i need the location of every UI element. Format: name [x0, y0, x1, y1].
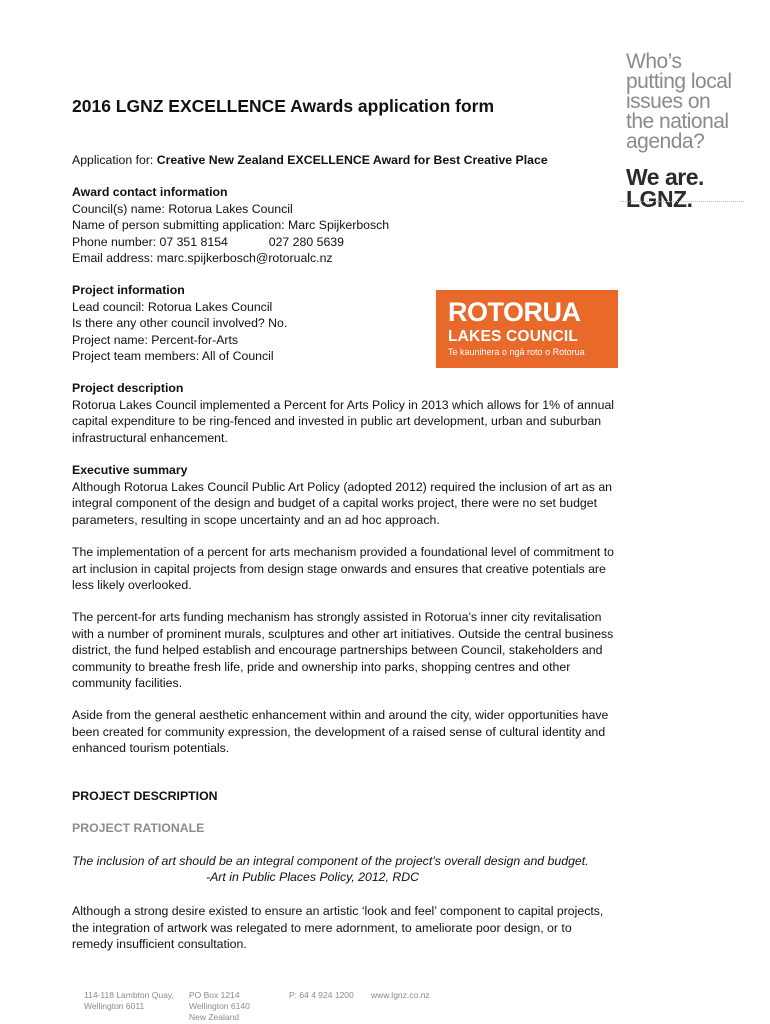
- paragraph-line: Although a strong desire existed to ensure an artistic ‘look and feel’ component to capital projects,: [72, 904, 604, 918]
- paragraph-line: infrastructural enhancement.: [72, 430, 228, 445]
- footer-line: Wellington 6140: [189, 1001, 250, 1011]
- project-description-heading: Project description: [72, 381, 184, 395]
- paragraph-line: less likely overlooked.: [72, 578, 192, 592]
- footer-line: PO Box 1214: [189, 990, 240, 1000]
- paragraph-line: Rotorua Lakes Council implemented a Percent for Arts Policy in 2013 which allows for 1% of annual: [72, 397, 615, 412]
- paragraph-line: capital expenditure to be ring-fenced and invested in public art development, urban and suburban: [72, 414, 602, 428]
- summary-paragraph-2: [72, 544, 660, 594]
- lead-council: Lead council: Rotorua Lakes Council: [72, 299, 273, 314]
- paragraph-line: been created for community expression, the development of a raised sense of cultural identity and: [72, 724, 606, 739]
- paragraph-line: remedy insufficient consultation.: [72, 937, 247, 951]
- slogan-question-line: issues on: [626, 90, 711, 113]
- slogan-question-line: putting local: [626, 70, 732, 93]
- paragraph-line: district, the fund helped establish and encourage partnerships between Council, stakeholders and: [72, 643, 603, 657]
- award-contact-section: [72, 184, 660, 267]
- slogan-question-line: the national: [626, 110, 729, 133]
- slogan-question-line: agenda?: [626, 130, 705, 153]
- paragraph-line: Although Rotorua Lakes Council Public Art Policy (adopted 2012) required the inclusion of art as an: [72, 479, 613, 494]
- policy-quote: The inclusion of art should be an integral component of the project’s overall design and budget.: [72, 854, 589, 868]
- slogan-question-line: Who’s: [626, 50, 682, 73]
- project-team: Project team members: All of Council: [72, 349, 274, 363]
- logo-main-text: ROTORUA: [448, 297, 581, 327]
- footer-address: [84, 990, 174, 1012]
- submitter-name: Name of person submitting application: Marc Spijkerbosch: [72, 218, 390, 232]
- paragraph-line: the integration of artwork was relegated to mere adornment, to ameliorate poor design, or to: [72, 920, 572, 935]
- rationale-paragraph: [72, 903, 660, 953]
- phone-number: [72, 234, 660, 251]
- executive-summary-heading: Executive summary: [72, 463, 188, 477]
- application-for: [72, 152, 660, 169]
- slogan-answer-line: We are.: [626, 164, 704, 190]
- summary-paragraph-3: [72, 609, 660, 692]
- paragraph-line: community facilities.: [72, 676, 183, 690]
- quote-attribution: -Art in Public Places Policy, 2012, RDC: [206, 870, 419, 884]
- phone-mobile: 027 280 5639: [268, 234, 344, 249]
- footer-po-box: [189, 990, 250, 1023]
- slogan-answer-line: LGNZ.: [626, 186, 693, 212]
- paragraph-line: with a number of prominent murals, sculptures and other art initiatives. Outside the central business: [72, 626, 614, 641]
- project-info-heading: Project information: [72, 283, 185, 297]
- rotorua-lakes-council-logo: [436, 290, 618, 368]
- paragraph-line: integral component of the design and budget of a capital works project, there were no set budget: [72, 496, 598, 510]
- paragraph-line: The percent-for arts funding mechanism has strongly assisted in Rotorua’s inner city revitalisation: [72, 610, 602, 624]
- footer-line: Wellington 6011: [84, 1001, 145, 1011]
- council-name: Council(s) name: Rotorua Lakes Council: [72, 201, 293, 216]
- project-description-caps-heading: PROJECT DESCRIPTION: [72, 789, 218, 803]
- website-link[interactable]: www.lgnz.co.nz: [371, 990, 430, 1000]
- paragraph-line: parameters, resulting in scope uncertainty and an ad hoc approach.: [72, 512, 440, 527]
- paragraph-line: enhanced tourism potentials.: [72, 741, 230, 755]
- executive-summary-section: [72, 462, 660, 528]
- other-council: Is there any other council involved? No.: [72, 316, 288, 330]
- logo-sub-text: LAKES COUNCIL: [448, 328, 579, 345]
- paragraph-line: The implementation of a percent for arts mechanism provided a foundational level of commitment to: [72, 545, 615, 559]
- summary-paragraph-4: [72, 707, 660, 757]
- application-for-value: Creative New Zealand EXCELLENCE Award for Best Creative Place: [156, 153, 548, 167]
- project-rationale-heading: PROJECT RATIONALE: [72, 821, 205, 835]
- slogan-question: [626, 52, 756, 152]
- project-name: Project name: Percent-for-Arts: [72, 332, 239, 347]
- footer-website[interactable]: [371, 990, 430, 1001]
- footer-line: P: 64 4 924 1200: [289, 990, 354, 1000]
- paragraph-line: art inclusion in capital projects from design stage onwards and ensures that creative potentials are: [72, 561, 606, 576]
- footer-phone: [289, 990, 354, 1001]
- application-for-label: Application for:: [72, 153, 154, 167]
- logo-tagline: Te kaunihera o ngā roto o Rotorua: [448, 347, 585, 357]
- paragraph-line: community to breathe fresh life, pride and ownership into parks, shopping centres and other: [72, 659, 571, 674]
- award-contact-heading: Award contact information: [72, 185, 228, 199]
- phone-landline: Phone number: 07 351 8154: [72, 234, 228, 249]
- footer-line: New Zealand: [189, 1012, 240, 1022]
- page-title: 2016 LGNZ EXCELLENCE Awards application form: [72, 96, 495, 116]
- project-description-section: [72, 380, 660, 446]
- email-address: Email address: marc.spijkerbosch@rotorualc.nz: [72, 251, 333, 265]
- footer-line: 114-118 Lambton Quay,: [84, 990, 174, 1000]
- paragraph-line: Aside from the general aesthetic enhancement within and around the city, wider opportunities have: [72, 708, 609, 722]
